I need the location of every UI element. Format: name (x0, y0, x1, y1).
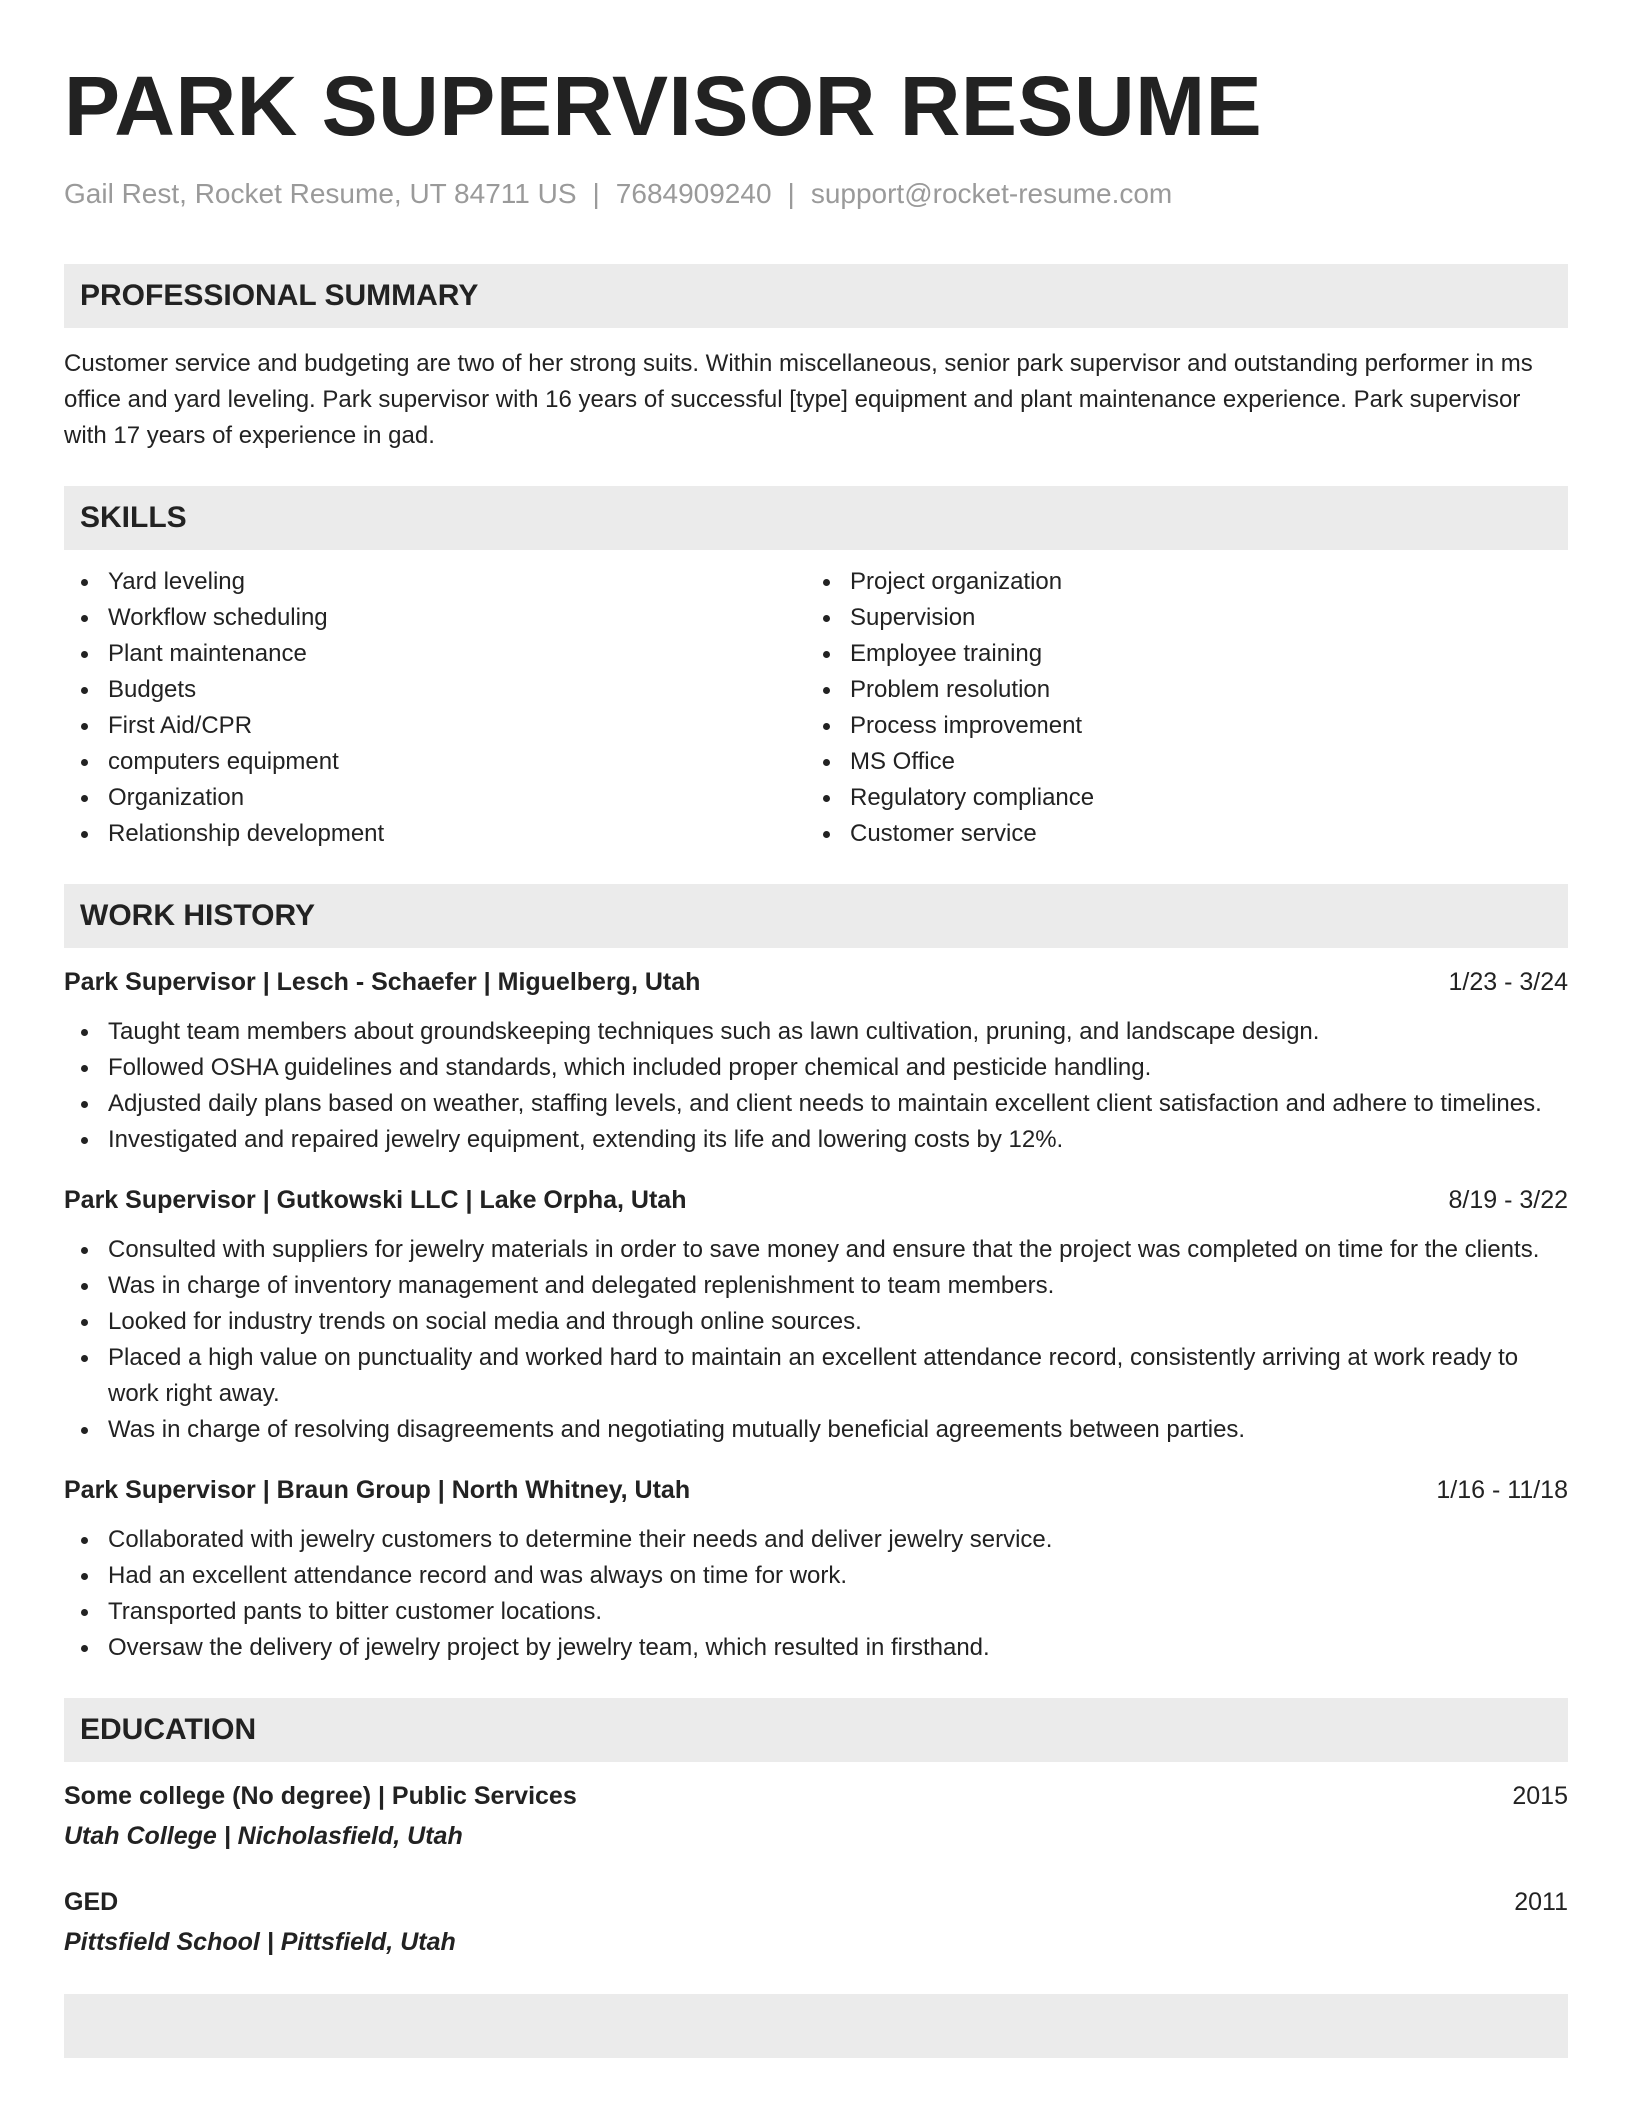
education-entry (64, 1778, 1568, 1854)
skill-item: Problem resolution (806, 672, 1548, 708)
job-header (64, 1182, 1568, 1218)
education-year: 2011 (1514, 1888, 1568, 1916)
skills-column-right (806, 564, 1548, 852)
skill-item: Relationship development (64, 816, 806, 852)
skill-item: Employee training (806, 636, 1548, 672)
job-entry (64, 1472, 1568, 1666)
job-bullet: Had an excellent attendance record and was always on time for work. (64, 1558, 1568, 1594)
section-heading-education: EDUCATION (64, 1698, 1568, 1762)
education-year: 2015 (1512, 1782, 1568, 1810)
job-header (64, 1472, 1568, 1508)
job-bullet: Investigated and repaired jewelry equipment, extending its life and lowering costs by 12%. (64, 1122, 1568, 1158)
job-title: Park Supervisor | Gutkowski LLC | Lake Orpha, Utah (64, 1186, 687, 1214)
job-title: Park Supervisor | Braun Group | North Whitney, Utah (64, 1476, 691, 1504)
contact-email: support@rocket-resume.com (810, 178, 1173, 209)
education-degree: Some college (No degree) | Public Services (64, 1782, 577, 1810)
skill-item: computers equipment (64, 744, 806, 780)
job-bullet: Collaborated with jewelry customers to determine their needs and deliver jewelry service. (64, 1522, 1568, 1558)
education-school: Pittsfield School | Pittsfield, Utah (64, 1928, 456, 1956)
job-bullet: Placed a high value on punctuality and worked hard to maintain an excellent attendance record, consistently arriving at work ready to work right away. (64, 1340, 1568, 1412)
skill-item: Customer service (806, 816, 1548, 852)
skill-item: MS Office (806, 744, 1548, 780)
education-degree: GED (64, 1888, 119, 1916)
job-bullet: Consulted with suppliers for jewelry materials in order to save money and ensure that the project was completed on time for the clients. (64, 1232, 1568, 1268)
education-header (64, 1884, 1568, 1920)
skill-item: Project organization (806, 564, 1548, 600)
contact-phone: 7684909240 (615, 178, 772, 209)
job-bullets (64, 1232, 1568, 1448)
education-school: Utah College | Nicholasfield, Utah (64, 1822, 463, 1850)
summary-text: Customer service and budgeting are two of her strong suits. Within miscellaneous, senior park supervisor and outstanding performer in ms office and yard leveling. Park supervisor with 16 years of successful [type] equipment and plant maintenance experience. Park supervisor with 17 years of experience in gad. (64, 350, 1533, 449)
job-entry (64, 964, 1568, 1158)
skill-item: Organization (64, 780, 806, 816)
job-dates: 1/16 - 11/18 (1436, 1476, 1568, 1504)
job-bullet: Taught team members about groundskeeping techniques such as lawn cultivation, pruning, and landscape design. (64, 1014, 1568, 1050)
job-bullets (64, 1522, 1568, 1666)
skill-item: First Aid/CPR (64, 708, 806, 744)
contact-separator: | (787, 178, 795, 209)
education-header (64, 1778, 1568, 1814)
skill-item: Supervision (806, 600, 1548, 636)
skill-item: Regulatory compliance (806, 780, 1548, 816)
job-entry (64, 1182, 1568, 1448)
section-heading-skills: SKILLS (64, 486, 1568, 550)
skills-grid (64, 564, 1568, 852)
section-heading-summary: PROFESSIONAL SUMMARY (64, 264, 1568, 328)
skill-item: Yard leveling (64, 564, 806, 600)
resume-page (64, 0, 1568, 2058)
job-bullet: Was in charge of resolving disagreements and negotiating mutually beneficial agreements between parties. (64, 1412, 1568, 1448)
job-bullet: Was in charge of inventory management and delegated replenishment to team members. (64, 1268, 1568, 1304)
job-bullet: Looked for industry trends on social media and through online sources. (64, 1304, 1568, 1340)
job-bullet: Adjusted daily plans based on weather, staffing levels, and client needs to maintain excellent client satisfaction and adhere to timelines. (64, 1086, 1568, 1122)
skill-item: Plant maintenance (64, 636, 806, 672)
section-heading-work-history: WORK HISTORY (64, 884, 1568, 948)
resume-title: PARK SUPERVISOR RESUME (64, 59, 1263, 153)
job-bullet: Transported pants to bitter customer locations. (64, 1594, 1568, 1630)
contact-line (64, 176, 1568, 212)
job-bullets (64, 1014, 1568, 1158)
skill-item: Process improvement (806, 708, 1548, 744)
section-heading-next (64, 1994, 1568, 2058)
job-dates: 8/19 - 3/22 (1448, 1186, 1568, 1214)
education-entry (64, 1884, 1568, 1960)
job-bullet: Oversaw the delivery of jewelry project by jewelry team, which resulted in firsthand. (64, 1630, 1568, 1666)
contact-separator: | (592, 178, 600, 209)
job-bullet: Followed OSHA guidelines and standards, which included proper chemical and pesticide handling. (64, 1050, 1568, 1086)
contact-address: Gail Rest, Rocket Resume, UT 84711 US (64, 178, 577, 209)
job-header (64, 964, 1568, 1000)
skill-item: Workflow scheduling (64, 600, 806, 636)
skills-column-left (64, 564, 806, 852)
job-dates: 1/23 - 3/24 (1448, 968, 1568, 996)
skill-item: Budgets (64, 672, 806, 708)
job-title: Park Supervisor | Lesch - Schaefer | Miguelberg, Utah (64, 968, 701, 996)
